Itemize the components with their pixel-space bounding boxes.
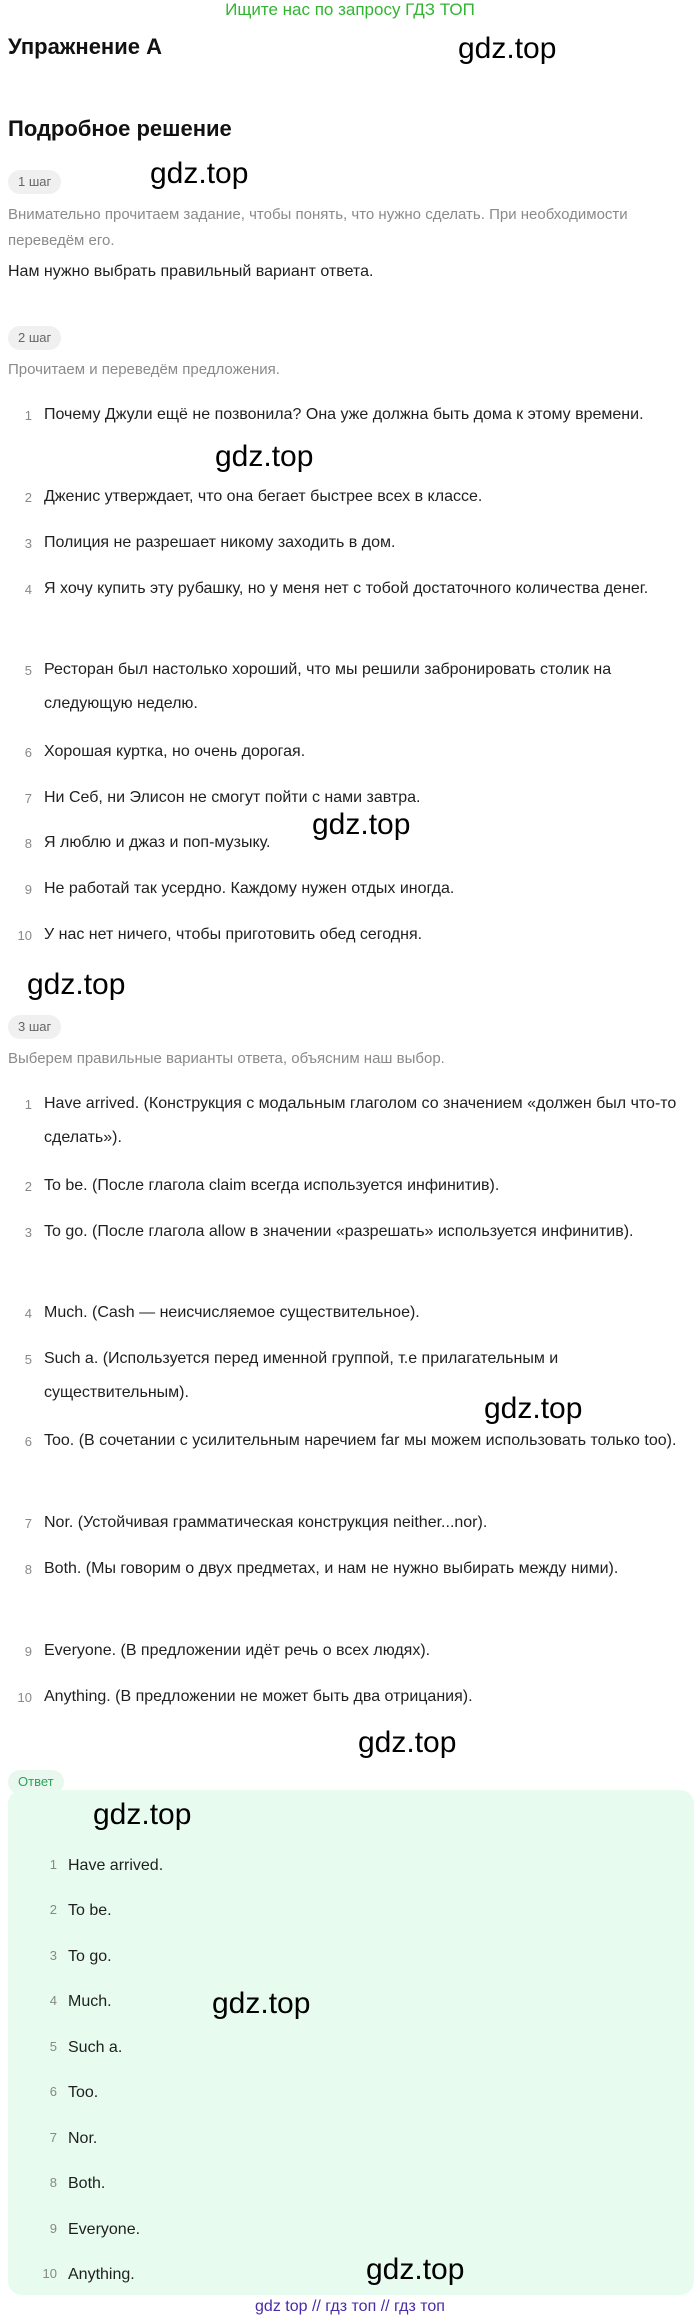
item-text: Почему Джули ещё не позвонила? Она уже должна быть дома к этому времени. [44, 406, 644, 423]
item-number: 10 [17, 928, 32, 943]
item-text: Я люблю и джаз и поп-музыку. [44, 834, 271, 851]
solution-title: Подробное решение [8, 116, 232, 141]
watermark: gdz.top [27, 968, 126, 1001]
item-number: 8 [24, 1562, 32, 1577]
step-1-badge: 1 шаг [8, 170, 61, 194]
item-text: To be. [68, 1902, 112, 1919]
watermark: gdz.top [93, 1798, 192, 1831]
step-3-note: Выберем правильные варианты ответа, объясним наш выбор. [8, 1050, 445, 1067]
item-text: Everyone. [68, 2221, 141, 2238]
step-2-badge: 2 шаг [8, 326, 61, 350]
search-banner: Ищите нас по запросу ГДЗ ТОП [225, 0, 475, 19]
item-number: 3 [49, 1948, 57, 1963]
item-text: Ресторан был настолько хороший, что мы решили забронировать столик на следующую неделю. [44, 661, 612, 712]
item-text: Such a. [68, 2039, 123, 2056]
item-text: To go. (После глагола allow в значении «разрешать» используется инфинитив). [44, 1223, 634, 1240]
item-number: 6 [24, 1434, 32, 1449]
item-number: 8 [49, 2175, 57, 2190]
item-text: Much. [68, 1993, 112, 2010]
item-text: To be. (После глагола claim всегда используется инфинитив). [44, 1177, 500, 1194]
watermark: gdz.top [312, 808, 411, 841]
item-number: 7 [24, 1516, 32, 1531]
footer-links[interactable]: gdz top // гдз топ // гдз топ [255, 2298, 445, 2315]
item-text: Both. [68, 2175, 106, 2192]
item-number: 5 [24, 1352, 32, 1367]
item-text: To go. [68, 1948, 112, 1965]
item-number: 8 [24, 836, 32, 851]
item-number: 10 [17, 1690, 32, 1705]
item-text: Anything. [68, 2266, 135, 2283]
item-number: 1 [24, 1097, 32, 1112]
exercise-title: Упражнение A [8, 34, 162, 59]
item-number: 5 [24, 663, 32, 678]
watermark: gdz.top [458, 32, 557, 65]
watermark: gdz.top [484, 1392, 583, 1425]
item-text: Nor. (Устойчивая грамматическая конструкция neither...nor). [44, 1514, 488, 1531]
item-text: Both. (Мы говорим о двух предметах, и нам не нужно выбирать между ними). [44, 1560, 619, 1577]
item-number: 9 [24, 1644, 32, 1659]
step-3-badge: 3 шаг [8, 1015, 61, 1039]
item-number: 7 [49, 2130, 57, 2145]
watermark: gdz.top [150, 157, 249, 190]
item-number: 9 [49, 2221, 57, 2236]
item-text: Have arrived. (Конструкция с модальным глаголом со значением «должен был что-то сделать»). [44, 1095, 677, 1146]
step-1-note: Внимательно прочитаем задание, чтобы понять, что нужно сделать. При необходимости переведём его. [8, 206, 628, 249]
watermark: gdz.top [358, 1726, 457, 1759]
watermark: gdz.top [215, 440, 314, 473]
item-number: 5 [49, 2039, 57, 2054]
item-text: Полиция не разрешает никому заходить в дом. [44, 534, 396, 551]
item-text: Everyone. (В предложении идёт речь о всех людях). [44, 1642, 431, 1659]
item-text: Anything. (В предложении не может быть два отрицания). [44, 1688, 473, 1705]
item-text: Не работай так усердно. Каждому нужен отдых иногда. [44, 880, 455, 897]
item-number: 2 [24, 490, 32, 505]
step-2-note: Прочитаем и переведём предложения. [8, 361, 280, 378]
item-number: 4 [49, 1993, 57, 2008]
item-number: 6 [49, 2084, 57, 2099]
item-number: 2 [24, 1179, 32, 1194]
item-text: Such a. (Используется перед именной группой, т.е прилагательным и существительным). [44, 1350, 559, 1401]
item-text: Хорошая куртка, но очень дорогая. [44, 743, 306, 760]
item-text: Have arrived. [68, 1857, 164, 1874]
item-number: 1 [24, 408, 32, 423]
item-number: 6 [24, 745, 32, 760]
item-number: 3 [24, 1225, 32, 1240]
item-text: Я хочу купить эту рубашку, но у меня нет с тобой достаточного количества денег. [44, 580, 649, 597]
step-1-text: Нам нужно выбрать правильный вариант ответа. [8, 263, 374, 280]
answer-badge: Ответ [8, 1770, 64, 1794]
item-number: 10 [42, 2266, 57, 2281]
item-number: 4 [24, 582, 32, 597]
item-text: У нас нет ничего, чтобы приготовить обед сегодня. [44, 926, 423, 943]
item-number: 4 [24, 1306, 32, 1321]
item-number: 1 [49, 1857, 57, 1872]
item-text: Too. [68, 2084, 99, 2101]
item-text: Дженис утверждает, что она бегает быстрее всех в классе. [44, 488, 483, 505]
item-text: Ни Себ, ни Элисон не смогут пойти с нами завтра. [44, 789, 421, 806]
item-text: Nor. [68, 2130, 98, 2147]
item-number: 7 [24, 791, 32, 806]
item-number: 2 [49, 1902, 57, 1917]
item-number: 3 [24, 536, 32, 551]
item-number: 9 [24, 882, 32, 897]
watermark: gdz.top [366, 2253, 465, 2286]
item-text: Much. (Cash — неисчисляемое существительное). [44, 1304, 420, 1321]
watermark: gdz.top [212, 1987, 311, 2020]
item-text: Too. (В сочетании с усилительным наречием far мы можем использовать только too). [44, 1432, 677, 1449]
